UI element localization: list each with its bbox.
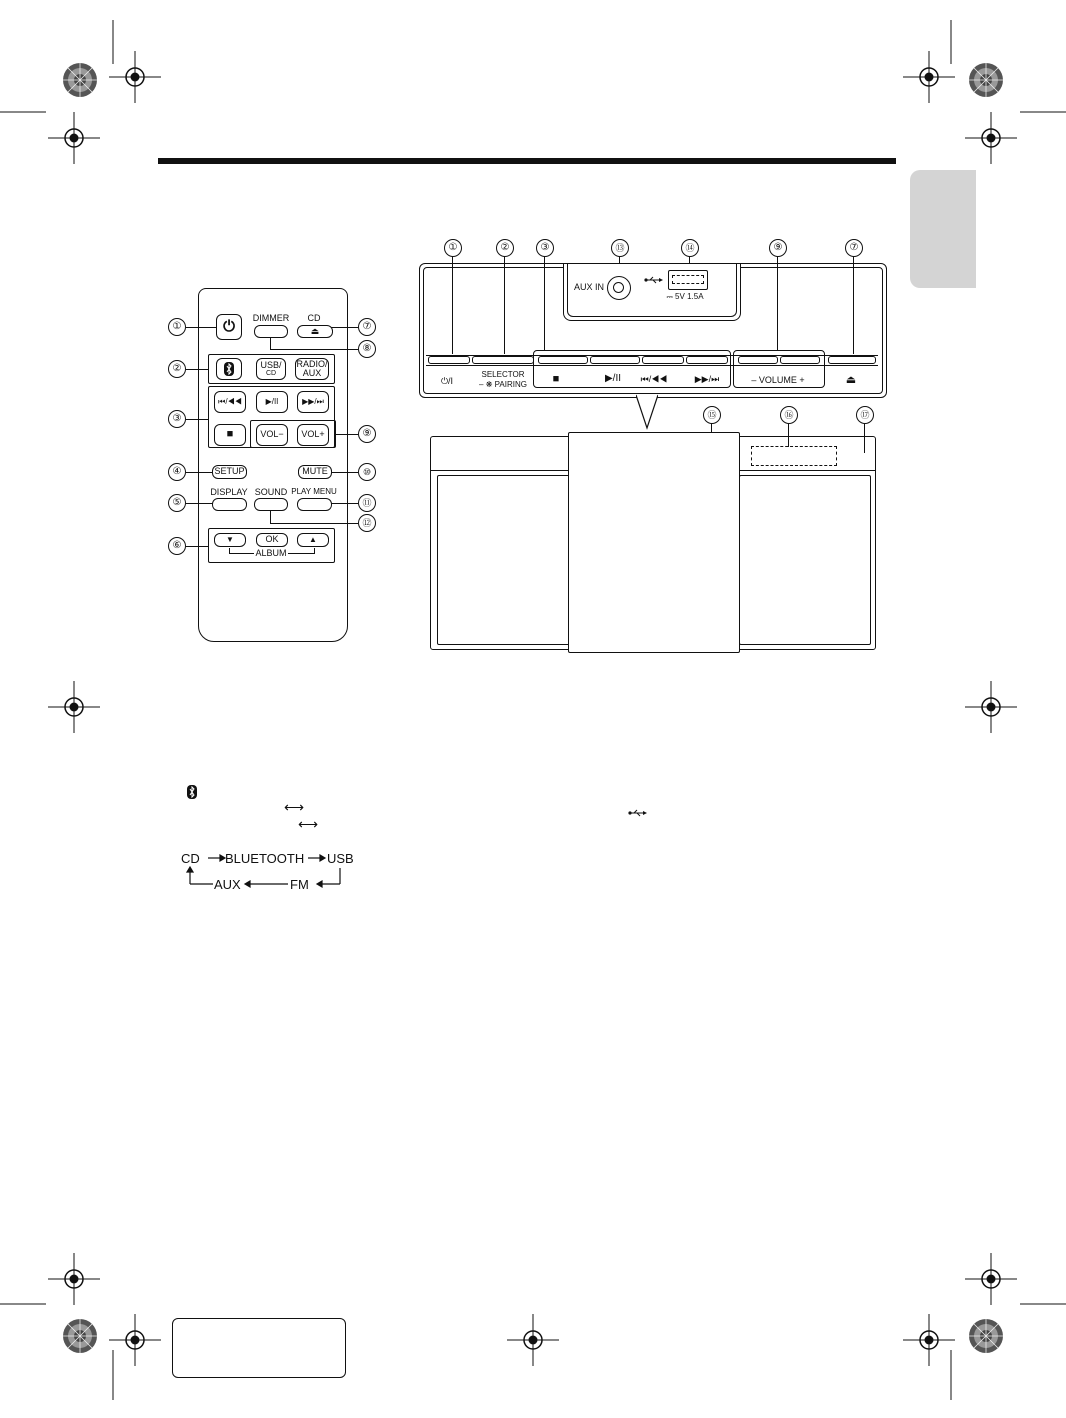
display-window (751, 446, 837, 466)
remote-play-menu-label: PLAY MENU (291, 487, 337, 496)
aux-in-label: AUX IN (573, 282, 604, 292)
cycle-bluetooth: BLUETOOTH (225, 851, 305, 866)
callout-9-unit: ⑨ (769, 239, 787, 257)
cycle-aux: AUX (214, 877, 241, 892)
left-speaker-grille (437, 475, 570, 645)
callout-4-remote: ④ (168, 463, 186, 481)
note-arrow-2: ⟷ (298, 816, 319, 832)
note-arrow-1: ⟷ (284, 799, 305, 815)
callout-8-remote: ⑧ (358, 340, 376, 358)
remote-play-menu-button[interactable] (297, 498, 332, 511)
remote-radio-aux-button[interactable]: RADIO/ AUX (296, 358, 328, 378)
remote-vol-up-button[interactable]: VOL+ (297, 424, 329, 446)
remote-vol-down-button[interactable]: VOL− (256, 424, 288, 446)
remote-setup-button[interactable]: SETUP (212, 465, 247, 479)
callout-1-remote: ① (168, 318, 186, 336)
callout-1-unit: ① (444, 239, 462, 257)
unit-power-label: ⏻/I (440, 376, 454, 386)
unit-stop-label: ■ (552, 373, 560, 385)
cd-sliding-door[interactable] (568, 432, 740, 653)
right-speaker-grille (739, 475, 871, 645)
remote-cd-label: CD (307, 313, 321, 323)
unit-play-pause-label: ▶/II (604, 373, 622, 384)
usb-port[interactable] (668, 270, 708, 290)
language-tab (910, 170, 976, 288)
remote-display-label: DISPLAY (210, 487, 248, 497)
remote-ok-button[interactable]: OK (256, 533, 288, 547)
usb-symbol-icon (644, 275, 664, 285)
usb-rating-label: ⎓ 5V 1.5A (666, 292, 704, 301)
footer-box (172, 1318, 346, 1378)
bluetooth-icon (187, 785, 197, 799)
callout-7-unit: ⑦ (845, 239, 863, 257)
callout-15-unit: ⑮ (703, 406, 721, 424)
callout-6-remote: ⑥ (168, 537, 186, 555)
callout-17-unit: ⑰ (856, 406, 874, 424)
cycle-usb: USB (327, 851, 354, 866)
callout-13-unit: ⑬ (611, 239, 629, 257)
header-rule (158, 158, 896, 164)
remote-mute-button[interactable]: MUTE (298, 465, 332, 479)
callout-2-unit: ② (496, 239, 514, 257)
callout-10-remote: ⑩ (358, 463, 376, 481)
aux-in-jack[interactable] (607, 276, 631, 300)
callout-7-remote: ⑦ (358, 318, 376, 336)
cycle-cd: CD (181, 851, 200, 866)
unit-skip-forward-label: ▶▶/⏭ (694, 374, 720, 384)
remote-display-button[interactable] (212, 498, 247, 511)
usb-symbol-icon (627, 808, 649, 818)
bluetooth-icon (224, 362, 234, 376)
remote-skip-forward-button[interactable]: ▶▶/⏭ (297, 391, 329, 413)
remote-cd-eject-button[interactable] (297, 325, 333, 338)
remote-usb-cd-button[interactable]: USB/ CD (256, 358, 286, 380)
unit-power-button[interactable] (428, 356, 470, 364)
remote-dimmer-label: DIMMER (252, 313, 290, 323)
cycle-fm: FM (290, 877, 309, 892)
callout-2-remote: ② (168, 360, 186, 378)
unit-selector-label-2: – ❋ PAIRING (479, 380, 527, 389)
callout-3-remote: ③ (168, 410, 186, 428)
remote-skip-back-button[interactable]: ⏮/◀◀ (214, 391, 246, 413)
remote-play-pause-button[interactable]: ▶/II (256, 391, 288, 413)
remote-sound-label: SOUND (254, 487, 288, 497)
unit-eject-button[interactable] (828, 356, 876, 364)
remote-album-up-button[interactable]: ▲ (297, 533, 329, 547)
zoom-pointer (636, 394, 658, 430)
remote-bluetooth-button[interactable] (216, 358, 242, 380)
eject-icon: ⏏ (310, 325, 320, 336)
remote-album-down-button[interactable]: ▼ (214, 533, 246, 547)
callout-5-remote: ⑤ (168, 494, 186, 512)
remote-album-label: ALBUM (255, 548, 287, 558)
unit-eject-label: ⏏ (845, 374, 857, 386)
unit-selector-label-1: SELECTOR (481, 370, 525, 379)
remote-sound-button[interactable] (254, 498, 288, 511)
power-icon: ⏻ (223, 318, 235, 336)
callout-12-remote: ⑫ (358, 514, 376, 532)
callout-11-remote: ⑪ (358, 494, 376, 512)
callout-3-unit: ③ (536, 239, 554, 257)
remote-power-button[interactable] (216, 314, 242, 340)
cycle-arrows (170, 846, 360, 896)
callout-9-remote: ⑨ (358, 425, 376, 443)
remote-dimmer-button[interactable] (254, 325, 288, 338)
unit-volume-label: – VOLUME + (751, 375, 805, 385)
callout-16-unit: ⑯ (780, 406, 798, 424)
unit-skip-back-label: ⏮/◀◀ (640, 374, 668, 384)
callout-14-unit: ⑭ (681, 239, 699, 257)
remote-stop-button[interactable]: ■ (214, 424, 246, 446)
unit-selector-button[interactable] (472, 356, 534, 364)
